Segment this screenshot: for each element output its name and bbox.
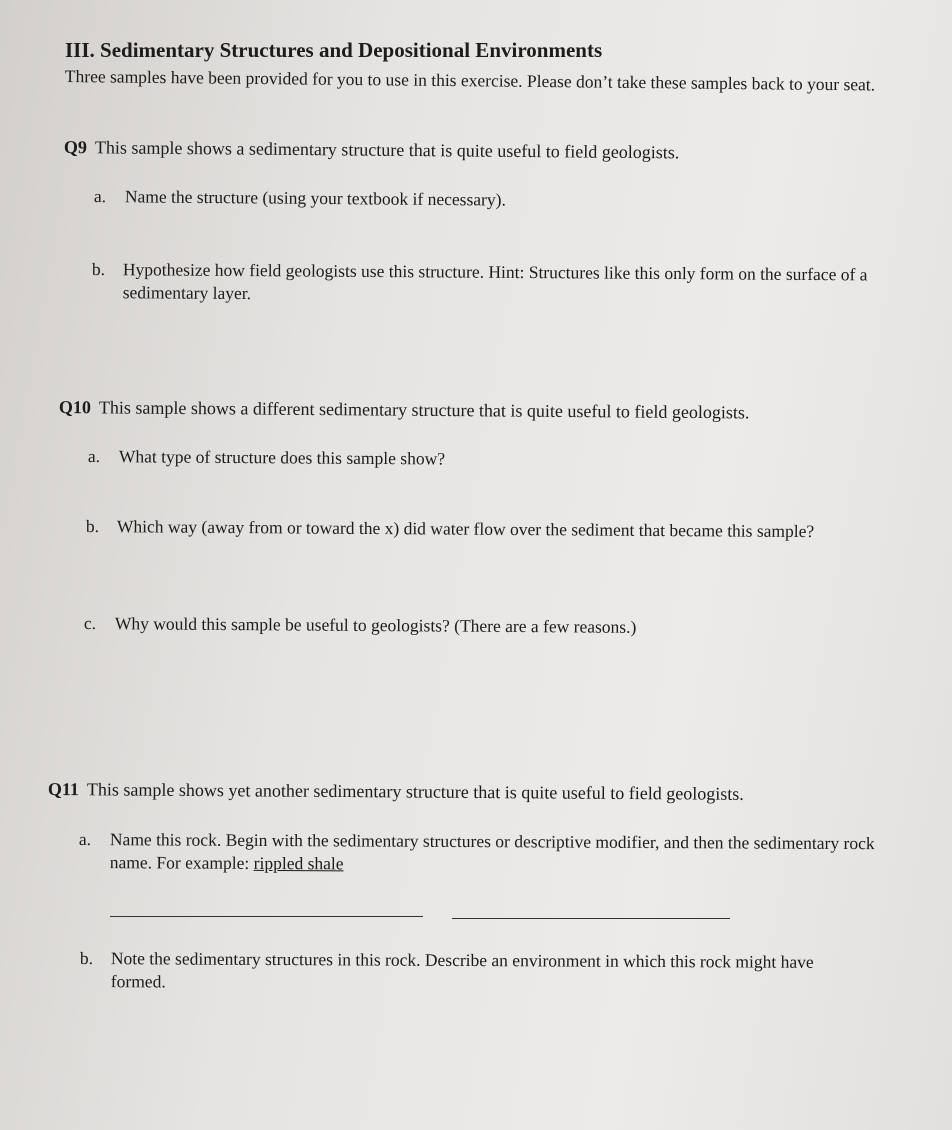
part-text: Name the structure (using your textbook if necessary). bbox=[124, 186, 506, 210]
section-title: III. Sedimentary Structures and Depositional Environments bbox=[65, 38, 603, 62]
example-answer: rippled shale bbox=[253, 852, 344, 874]
question-q10 bbox=[59, 396, 750, 424]
question-q10-part-a bbox=[88, 445, 848, 473]
part-text-main: Name this rock. Begin with the sedimentary structures or descriptive modifier, and then the sedimentary rock name. For example: bbox=[109, 829, 875, 873]
question-q10-part-c bbox=[84, 612, 874, 641]
question-q9-part-b bbox=[92, 258, 872, 309]
question-prompt: This sample shows a different sedimentary structure that is quite useful to field geologists. bbox=[98, 397, 750, 423]
question-q9 bbox=[64, 136, 680, 164]
question-q11 bbox=[48, 778, 744, 806]
part-label: b. bbox=[85, 516, 100, 537]
part-text bbox=[110, 828, 879, 878]
part-label: a. bbox=[87, 445, 101, 467]
question-number: Q9 bbox=[63, 136, 88, 158]
part-text: Why would this sample be useful to geologists? (There are a few reasons.) bbox=[114, 613, 637, 637]
question-prompt: This sample shows a sedimentary structure that is quite useful to field geologists. bbox=[94, 137, 680, 163]
part-label: b. bbox=[91, 258, 106, 280]
answer-blank-1[interactable] bbox=[110, 916, 423, 917]
part-text: Hypothesize how field geologists use this structure. Hint: Structures like this only form on the surface of a sedimentary layer. bbox=[122, 259, 868, 304]
part-text: Note the sedimentary structures in this rock. Describe an environment in which this rock might have formed. bbox=[110, 948, 814, 992]
question-prompt: This sample shows yet another sedimentary structure that is quite useful to field geologists. bbox=[86, 779, 744, 804]
question-number: Q10 bbox=[58, 396, 92, 418]
part-label: a. bbox=[78, 829, 92, 850]
part-text: What type of structure does this sample show? bbox=[118, 446, 446, 469]
question-q10-part-b bbox=[86, 515, 876, 544]
part-label: c. bbox=[83, 613, 97, 634]
answer-blank-2[interactable] bbox=[452, 918, 730, 919]
question-q11-part-a bbox=[79, 828, 879, 878]
section-intro: Three samples have been provided for you to use in this exercise. Please don’t take these samples back to your seat. bbox=[64, 65, 876, 95]
question-number: Q11 bbox=[47, 779, 80, 800]
question-q11-part-b bbox=[80, 947, 870, 997]
part-label: b. bbox=[79, 948, 94, 969]
question-q9-part-a bbox=[94, 185, 854, 215]
part-label: a. bbox=[93, 185, 107, 207]
part-text: Which way (away from or toward the x) did water flow over the sediment that became this sample? bbox=[116, 516, 815, 542]
